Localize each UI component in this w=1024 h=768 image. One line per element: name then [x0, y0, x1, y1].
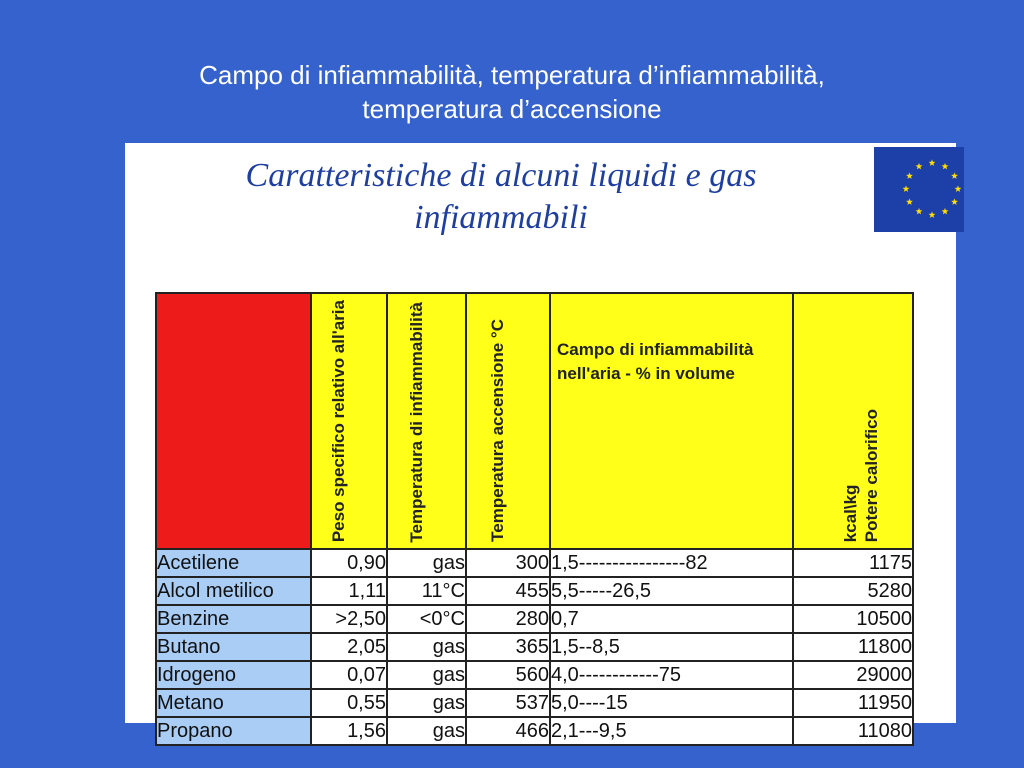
row-name: Butano — [156, 633, 311, 661]
row-temp-acc: 455 — [466, 577, 550, 605]
row-campo: 5,5-----26,5 — [550, 577, 793, 605]
row-temp-inf: gas — [387, 633, 466, 661]
content-panel — [125, 143, 956, 742]
flag-star — [903, 185, 910, 192]
data-table — [155, 292, 914, 746]
row-peso: 0,07 — [311, 661, 387, 689]
row-temp-acc: 300 — [466, 549, 550, 577]
header-potere-label: Potere calorifico — [862, 408, 881, 543]
row-temp-inf: gas — [387, 689, 466, 717]
panel-heading — [125, 155, 877, 239]
flag-star — [955, 185, 962, 192]
row-peso: 2,05 — [311, 633, 387, 661]
eu-flag-stars — [874, 147, 964, 232]
row-peso: 0,55 — [311, 689, 387, 717]
row-name: Benzine — [156, 605, 311, 633]
header-temp-acc: Temperatura accensione °C — [466, 293, 550, 549]
header-corner — [156, 293, 311, 549]
row-temp-inf: 11°C — [387, 577, 466, 605]
row-potere: 11950 — [793, 689, 913, 717]
table-row — [156, 661, 913, 689]
row-temp-inf: gas — [387, 549, 466, 577]
row-potere: 11800 — [793, 633, 913, 661]
row-peso: 1,11 — [311, 577, 387, 605]
row-name: Idrogeno — [156, 661, 311, 689]
row-potere: 11080 — [793, 717, 913, 745]
row-temp-inf: gas — [387, 661, 466, 689]
panel-heading-line-1: Caratteristiche di alcuni liquidi e gas — [245, 157, 757, 194]
flag-star — [916, 163, 923, 170]
row-temp-acc: 365 — [466, 633, 550, 661]
header-row — [156, 293, 913, 549]
row-potere: 29000 — [793, 661, 913, 689]
row-name: Acetilene — [156, 549, 311, 577]
eu-flag-icon — [874, 147, 964, 232]
flag-star — [929, 211, 936, 218]
header-potere-unit: kcal\kg — [841, 484, 860, 543]
row-peso: >2,50 — [311, 605, 387, 633]
row-campo: 5,0----15 — [550, 689, 793, 717]
row-campo: 1,5--8,5 — [550, 633, 793, 661]
flag-star — [951, 172, 958, 179]
row-temp-acc: 537 — [466, 689, 550, 717]
flag-star — [929, 159, 936, 166]
table-row — [156, 633, 913, 661]
row-peso: 1,56 — [311, 717, 387, 745]
header-potere — [793, 293, 913, 549]
header-peso: Peso specifico relativo all'aria — [311, 293, 387, 549]
slide-title — [0, 58, 1024, 126]
row-name: Alcol metilico — [156, 577, 311, 605]
flag-star — [951, 198, 958, 205]
header-campo: Campo di infiammabilità nell'aria - % in volume — [550, 293, 793, 549]
row-temp-acc: 280 — [466, 605, 550, 633]
row-name: Propano — [156, 717, 311, 745]
table-row — [156, 689, 913, 717]
row-name: Metano — [156, 689, 311, 717]
flag-star — [916, 208, 923, 215]
table-row — [156, 577, 913, 605]
row-temp-inf: <0°C — [387, 605, 466, 633]
row-campo: 2,1---9,5 — [550, 717, 793, 745]
row-potere: 5280 — [793, 577, 913, 605]
table-row — [156, 605, 913, 633]
panel-heading-line-2: infiammabili — [414, 199, 588, 236]
row-temp-acc: 466 — [466, 717, 550, 745]
row-temp-acc: 560 — [466, 661, 550, 689]
flag-star — [942, 163, 949, 170]
header-temp-inf: Temperatura di infiammabilità — [387, 293, 466, 549]
row-potere: 1175 — [793, 549, 913, 577]
row-potere: 10500 — [793, 605, 913, 633]
row-campo: 4,0------------75 — [550, 661, 793, 689]
row-temp-inf: gas — [387, 717, 466, 745]
row-peso: 0,90 — [311, 549, 387, 577]
slide-title-line-1: Campo di infiammabilità, temperatura d’infiammabilità, — [199, 60, 825, 90]
flag-star — [942, 208, 949, 215]
row-campo: 0,7 — [550, 605, 793, 633]
slide-title-line-2: temperatura d’accensione — [362, 94, 662, 124]
table-row — [156, 717, 913, 745]
flag-star — [906, 198, 913, 205]
flag-star — [906, 172, 913, 179]
table-row — [156, 549, 913, 577]
row-campo: 1,5----------------82 — [550, 549, 793, 577]
